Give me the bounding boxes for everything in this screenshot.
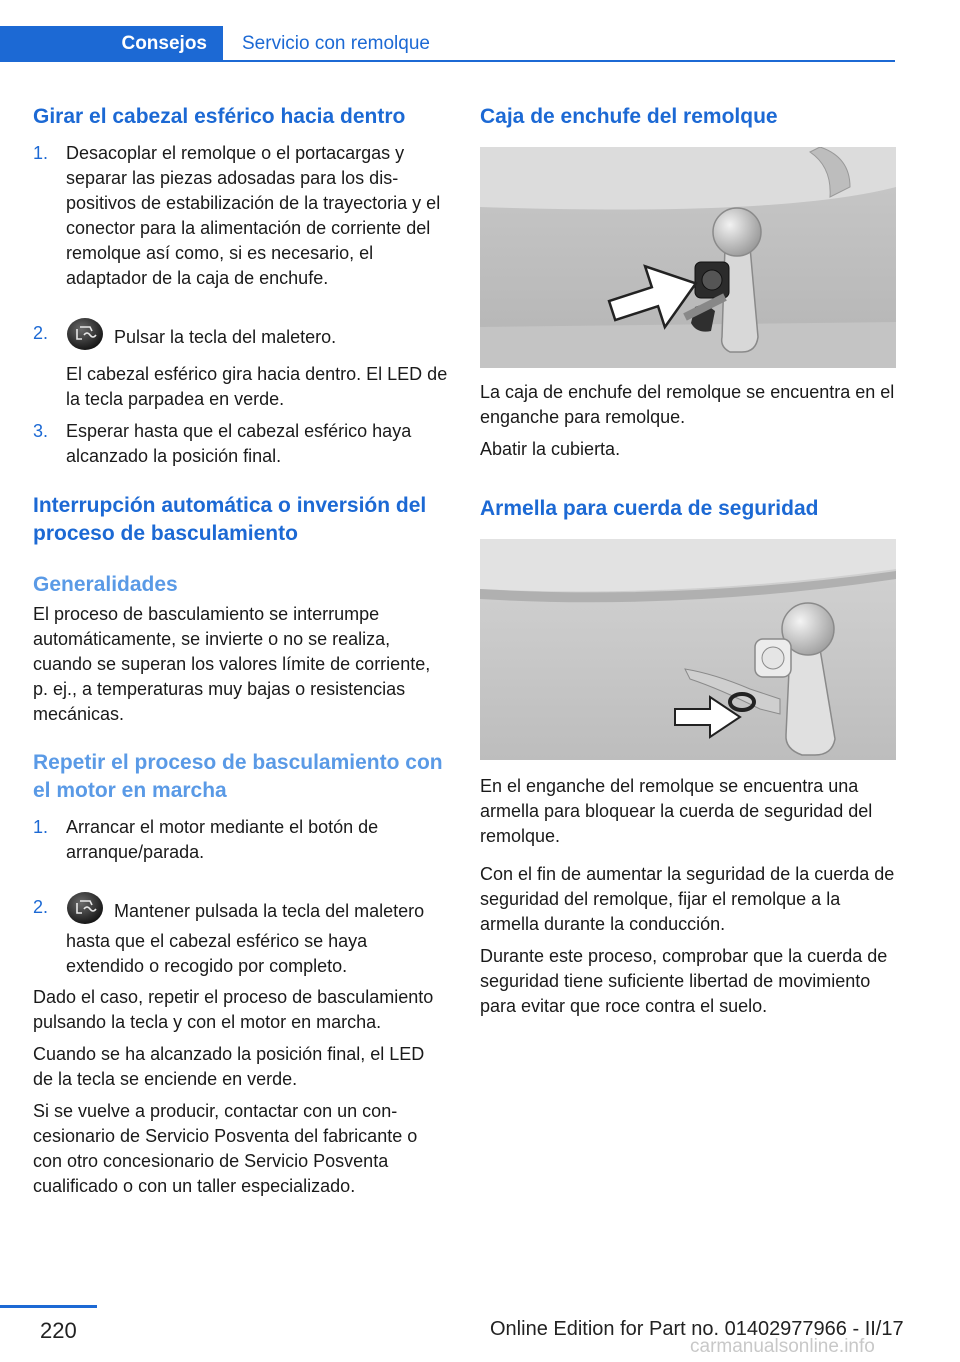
list-item bbox=[33, 815, 448, 865]
paragraph: Con el fin de aumentar la seguridad de la cuerda de seguridad del remolque, fijar el remolque a la armella durante la conducción. bbox=[480, 864, 895, 934]
tailgate-key-icon bbox=[66, 317, 104, 351]
list-item bbox=[33, 419, 448, 469]
tow-hitch-socket-illustration bbox=[480, 147, 896, 368]
step-number: 1. bbox=[33, 143, 49, 163]
paragraph: La caja de enchufe del remolque se encuentra en el enganche para remolque. bbox=[480, 382, 895, 427]
left-column bbox=[33, 100, 448, 1199]
list-item bbox=[33, 309, 448, 412]
heading-interrupcion: Interrupción automática o inversión del proceso de basculamiento bbox=[33, 494, 427, 545]
step-number: 3. bbox=[33, 421, 49, 441]
step-number: 2. bbox=[33, 323, 49, 343]
step-text-main: Pulsar la tecla del maletero. bbox=[114, 326, 337, 347]
paragraph: El proceso de basculamiento se interrumpe automáticamente, se invierte o no se realiza, cuando se superan los valores límite de corriente, p. ej., a temperaturas muy bajas o resistencias mecánicas. bbox=[33, 604, 431, 724]
step-text: Esperar hasta que el cabezal esférico haya alcanzado la posición final. bbox=[66, 421, 412, 466]
safety-eyelet-figure bbox=[480, 539, 896, 760]
section-title[interactable]: Servicio con remolque bbox=[242, 33, 430, 54]
step-number: 1. bbox=[33, 817, 49, 837]
step-text bbox=[66, 883, 448, 979]
heading-generalidades: Generalidades bbox=[33, 573, 178, 596]
step-text: Desacoplar el remolque o el portacargas y separar las piezas adosadas para los dispositivos de estabilización de la trayectoria y el conector para la alimentación de corriente del remolque así como, si es necesario, el adaptador de la caja de enchufe. bbox=[66, 143, 441, 288]
paragraph: Durante este proceso, comprobar que la cuerda de seguridad tiene suficiente libertad de movimiento para evitar que roce contra el suelo. bbox=[480, 946, 888, 1016]
tailgate-key-icon bbox=[66, 891, 104, 925]
watermark: carmanualsonline.info bbox=[690, 1336, 875, 1357]
footer-rule bbox=[0, 1305, 97, 1308]
tow-hitch-eyelet-illustration bbox=[480, 539, 896, 760]
edition-note: Online Edition for Part no. 01402977966 - II/17 bbox=[490, 1318, 904, 1340]
header-rule bbox=[223, 60, 895, 62]
heading-repetir: Repetir el proceso de basculamiento con el motor en marcha bbox=[33, 751, 443, 802]
heading-armella: Armella para cuerda de seguridad bbox=[480, 497, 819, 520]
step-subtext: El cabezal esférico gira hacia dentro. El LED de la tecla parpadea en verde. bbox=[66, 364, 448, 409]
heading-girar: Girar el cabezal esférico hacia dentro bbox=[33, 105, 406, 128]
paragraph: En el enganche del remolque se encuentra una armella para bloquear la cuerda de seguridad del remolque. bbox=[480, 776, 873, 846]
paragraph: Si se vuelve a producir, contactar con un concesionario de Servicio Posventa del fabricante o con otro concesionario de Servicio Posventa cualificado o con un taller especializado. bbox=[33, 1101, 418, 1196]
heading-caja: Caja de enchufe del remolque bbox=[480, 105, 778, 128]
step-number: 2. bbox=[33, 897, 49, 917]
step-text bbox=[66, 309, 448, 355]
chapter-tab[interactable]: Consejos bbox=[0, 26, 223, 62]
page-number: 220 bbox=[40, 1318, 77, 1343]
page-header bbox=[0, 26, 895, 62]
step-text-main: Mantener pulsada la tecla del maletero hasta que el cabezal esférico se haya extendido o recogido por completo. bbox=[66, 900, 425, 976]
list-item bbox=[33, 141, 448, 291]
paragraph: Dado el caso, repetir el proceso de basculamiento pulsando la tecla y con el motor en marcha. bbox=[33, 987, 434, 1032]
paragraph: Abatir la cubierta. bbox=[480, 439, 621, 459]
right-column bbox=[480, 100, 896, 1019]
trailer-socket-figure bbox=[480, 147, 896, 368]
paragraph: Cuando se ha alcanzado la posición final, el LED de la tecla se enciende en verde. bbox=[33, 1044, 425, 1089]
step-text: Arrancar el motor mediante el botón de arranque/parada. bbox=[66, 817, 379, 862]
list-item bbox=[33, 883, 448, 979]
